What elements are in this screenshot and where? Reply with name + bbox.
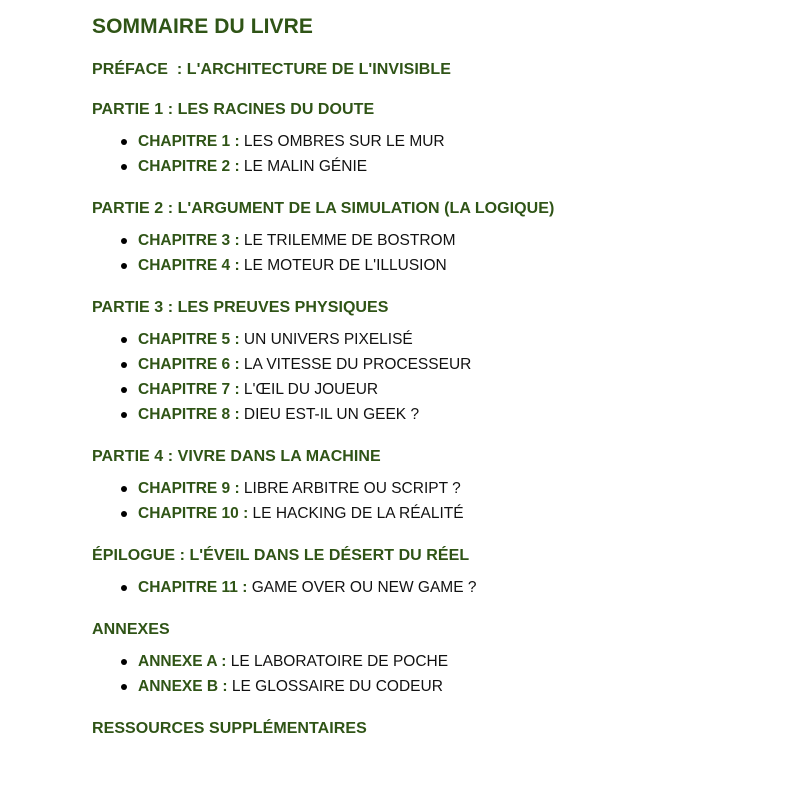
list-item[interactable] — [0, 674, 785, 699]
item-label: CHAPITRE 6 : — [138, 356, 240, 373]
item-label: ANNEXE A : — [138, 653, 227, 670]
item-label: CHAPITRE 2 : — [138, 158, 240, 175]
bullet-icon — [121, 585, 127, 591]
list-item[interactable] — [0, 129, 785, 154]
list-item[interactable] — [0, 154, 785, 179]
section-heading[interactable]: ÉPILOGUE : L'ÉVEIL DANS LE DÉSERT DU RÉEL — [92, 547, 470, 564]
toc-section — [0, 620, 785, 699]
toc-section — [0, 546, 785, 600]
bullet-icon — [121, 486, 127, 492]
bullet-icon — [121, 412, 127, 418]
item-title: DIEU EST-IL UN GEEK ? — [239, 406, 420, 423]
bullet-icon — [121, 684, 127, 690]
bullet-icon — [121, 164, 127, 170]
item-title: LE MOTEUR DE L'ILLUSION — [239, 257, 447, 274]
item-title: LE TRILEMME DE BOSTROM — [239, 232, 456, 249]
item-title: LE HACKING DE LA RÉALITÉ — [248, 505, 464, 522]
toc-section — [0, 100, 785, 179]
toc-section — [0, 199, 785, 278]
section-heading[interactable]: PRÉFACE : L'ARCHITECTURE DE L'INVISIBLE — [92, 61, 451, 78]
item-label: CHAPITRE 1 : — [138, 133, 240, 150]
list-item[interactable] — [0, 253, 785, 278]
chapter-list — [0, 649, 785, 699]
bullet-icon — [121, 139, 127, 145]
bullet-icon — [121, 337, 127, 343]
toc-section — [0, 447, 785, 526]
list-item[interactable] — [0, 228, 785, 253]
section-heading[interactable]: ANNEXES — [92, 621, 170, 638]
section-heading[interactable]: RESSOURCES SUPPLÉMENTAIRES — [92, 720, 367, 737]
chapter-list — [0, 327, 785, 427]
item-label: CHAPITRE 10 : — [138, 505, 249, 522]
bullet-icon — [121, 387, 127, 393]
item-label: CHAPITRE 7 : — [138, 381, 240, 398]
list-item[interactable] — [0, 402, 785, 427]
toc-section — [0, 60, 785, 80]
section-heading[interactable]: PARTIE 2 : L'ARGUMENT DE LA SIMULATION (LA LOGIQUE) — [92, 200, 555, 217]
item-label: CHAPITRE 11 : — [138, 579, 248, 596]
section-heading[interactable]: PARTIE 3 : LES PREUVES PHYSIQUES — [92, 299, 389, 316]
list-item[interactable] — [0, 352, 785, 377]
bullet-icon — [121, 659, 127, 665]
list-item[interactable] — [0, 377, 785, 402]
list-item[interactable] — [0, 649, 785, 674]
item-title: LES OMBRES SUR LE MUR — [239, 133, 445, 150]
chapter-list — [0, 575, 785, 600]
item-title: LE MALIN GÉNIE — [239, 158, 368, 175]
item-label: CHAPITRE 4 : — [138, 257, 240, 274]
chapter-list — [0, 228, 785, 278]
section-heading[interactable]: PARTIE 4 : VIVRE DANS LA MACHINE — [92, 448, 381, 465]
list-item[interactable] — [0, 501, 785, 526]
bullet-icon — [121, 263, 127, 269]
chapter-list — [0, 129, 785, 179]
item-title: LE GLOSSAIRE DU CODEUR — [227, 678, 443, 695]
item-label: CHAPITRE 3 : — [138, 232, 240, 249]
item-title: LE LABORATOIRE DE POCHE — [226, 653, 449, 670]
list-item[interactable] — [0, 575, 785, 600]
item-label: ANNEXE B : — [138, 678, 228, 695]
chapter-list — [0, 476, 785, 526]
bullet-icon — [121, 511, 127, 517]
sections-container — [0, 60, 785, 739]
item-title: UN UNIVERS PIXELISÉ — [239, 331, 413, 348]
item-label: CHAPITRE 5 : — [138, 331, 240, 348]
list-item[interactable] — [0, 476, 785, 501]
page-title: SOMMAIRE DU LIVRE — [92, 15, 314, 38]
section-heading[interactable]: PARTIE 1 : LES RACINES DU DOUTE — [92, 101, 375, 118]
toc-section — [0, 298, 785, 427]
item-label: CHAPITRE 9 : — [138, 480, 240, 497]
item-title: L'ŒIL DU JOUEUR — [239, 381, 379, 398]
bullet-icon — [121, 362, 127, 368]
toc-section — [0, 719, 785, 739]
item-title: GAME OVER OU NEW GAME ? — [247, 579, 477, 596]
item-label: CHAPITRE 8 : — [138, 406, 240, 423]
item-title: LA VITESSE DU PROCESSEUR — [239, 356, 472, 373]
list-item[interactable] — [0, 327, 785, 352]
bullet-icon — [121, 238, 127, 244]
item-title: LIBRE ARBITRE OU SCRIPT ? — [239, 480, 461, 497]
